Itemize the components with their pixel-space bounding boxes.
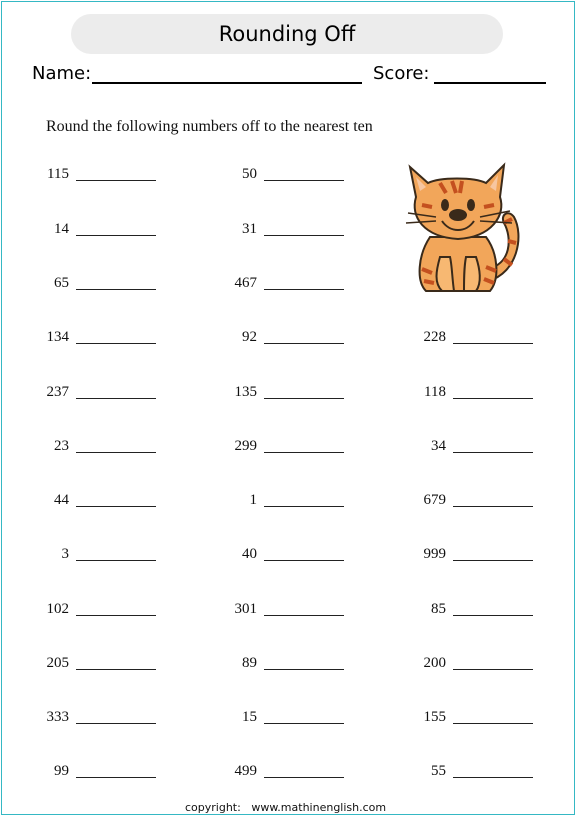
problem-number: 115 (47, 166, 69, 182)
answer-blank[interactable] (453, 777, 533, 778)
answer-blank[interactable] (264, 723, 344, 724)
problem-number: 333 (46, 709, 69, 725)
answer-blank[interactable] (453, 452, 533, 453)
problem-number: 99 (54, 763, 69, 779)
problem-number: 44 (54, 492, 69, 508)
problem-number: 205 (46, 655, 69, 671)
instruction-text: Round the following numbers off to the nearest ten (46, 118, 373, 135)
score-field[interactable] (434, 82, 546, 84)
answer-blank[interactable] (264, 343, 344, 344)
answer-blank[interactable] (76, 506, 156, 507)
problem-number: 200 (423, 655, 446, 671)
name-field[interactable] (92, 82, 362, 84)
problem-number: 50 (242, 166, 257, 182)
answer-blank[interactable] (76, 560, 156, 561)
problem-number: 237 (46, 384, 69, 400)
cat-icon (400, 157, 522, 297)
problem-number: 999 (423, 546, 446, 562)
answer-blank[interactable] (453, 506, 533, 507)
answer-blank[interactable] (264, 452, 344, 453)
answer-blank[interactable] (453, 669, 533, 670)
copyright-footer (185, 801, 386, 814)
answer-blank[interactable] (453, 723, 533, 724)
answer-blank[interactable] (76, 343, 156, 344)
website-link[interactable]: www.mathinenglish.com (251, 801, 387, 814)
answer-blank[interactable] (76, 289, 156, 290)
problem-number: 467 (234, 275, 257, 291)
problem-number: 14 (54, 221, 69, 237)
answer-blank[interactable] (76, 398, 156, 399)
answer-blank[interactable] (76, 452, 156, 453)
problem-number: 85 (431, 601, 446, 617)
problem-number: 155 (423, 709, 446, 725)
answer-blank[interactable] (453, 343, 533, 344)
problem-number: 89 (242, 655, 257, 671)
name-label: Name: (32, 63, 92, 84)
problem-number: 134 (46, 329, 69, 345)
problem-number: 102 (46, 601, 69, 617)
answer-blank[interactable] (264, 180, 344, 181)
answer-blank[interactable] (76, 777, 156, 778)
answer-blank[interactable] (264, 669, 344, 670)
answer-blank[interactable] (264, 615, 344, 616)
worksheet (1, 1, 575, 815)
answer-blank[interactable] (76, 723, 156, 724)
answer-blank[interactable] (264, 235, 344, 236)
problem-number: 34 (431, 438, 446, 454)
answer-blank[interactable] (76, 615, 156, 616)
answer-blank[interactable] (264, 506, 344, 507)
answer-blank[interactable] (76, 235, 156, 236)
answer-blank[interactable] (453, 615, 533, 616)
answer-blank[interactable] (453, 560, 533, 561)
worksheet-title: Rounding Off (71, 14, 503, 54)
answer-blank[interactable] (76, 669, 156, 670)
problem-number: 1 (249, 492, 257, 508)
answer-blank[interactable] (76, 180, 156, 181)
answer-blank[interactable] (264, 560, 344, 561)
score-label: Score: (373, 63, 430, 84)
problem-number: 40 (242, 546, 257, 562)
problem-number: 31 (242, 221, 257, 237)
problem-number: 228 (423, 329, 446, 345)
answer-blank[interactable] (264, 777, 344, 778)
problem-number: 499 (234, 763, 257, 779)
problem-number: 15 (242, 709, 257, 725)
problem-number: 679 (423, 492, 446, 508)
problem-number: 65 (54, 275, 69, 291)
answer-blank[interactable] (453, 398, 533, 399)
problem-number: 92 (242, 329, 257, 345)
problem-number: 135 (234, 384, 257, 400)
answer-blank[interactable] (264, 398, 344, 399)
problem-number: 3 (61, 546, 69, 562)
problem-number: 301 (234, 601, 257, 617)
answer-blank[interactable] (264, 289, 344, 290)
problem-number: 299 (234, 438, 257, 454)
copyright-label: copyright: (185, 801, 241, 814)
problem-number: 23 (54, 438, 69, 454)
problem-number: 55 (431, 763, 446, 779)
problem-number: 118 (424, 384, 446, 400)
